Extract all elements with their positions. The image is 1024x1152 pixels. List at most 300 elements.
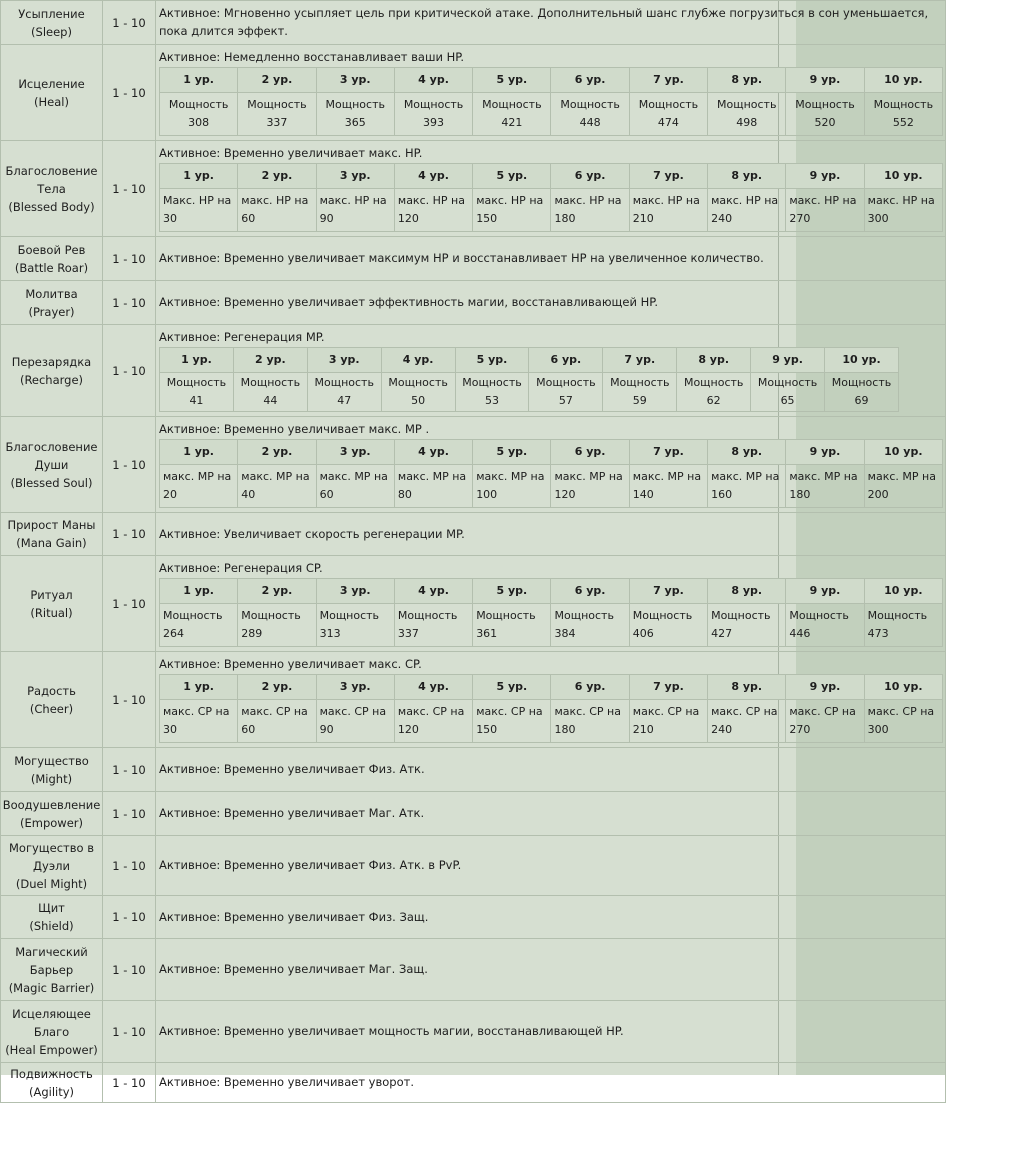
skill-row	[1, 325, 946, 417]
skill-row	[1, 939, 946, 1001]
level-value	[786, 700, 864, 743]
level-value-number: 20	[163, 488, 177, 501]
level-value	[160, 604, 238, 647]
level-value-label: макс. CP на	[397, 705, 465, 718]
level-value	[473, 465, 551, 508]
skill-description-text: Активное: Временно увеличивает Физ. Атк.	[159, 762, 425, 776]
level-header: 4 ур.	[394, 675, 472, 700]
level-value	[394, 465, 472, 508]
level-value	[455, 373, 529, 412]
level-header: 9 ур.	[751, 348, 825, 373]
level-value-label: Мощность	[476, 609, 536, 622]
skill-name-en: (Battle Roar)	[14, 260, 89, 275]
level-value	[864, 465, 942, 508]
level-value	[864, 604, 942, 647]
skill-levels: 1 - 10	[103, 417, 156, 513]
level-value-number: 60	[241, 212, 256, 225]
level-header: 8 ур.	[677, 348, 751, 373]
level-value-label: макс. MP на	[397, 470, 467, 483]
level-header: 10 ур.	[864, 675, 942, 700]
level-value-number: 384	[554, 627, 576, 640]
skill-name	[1, 1, 103, 45]
level-value-label: макс. MP на	[632, 470, 702, 483]
level-value	[316, 189, 394, 232]
level-value	[316, 93, 394, 136]
level-value-label: макс. CP на	[241, 705, 308, 718]
level-value-number: 300	[867, 723, 889, 736]
skill-name	[1, 141, 103, 237]
level-value-label: Мощность	[168, 98, 229, 111]
skill-description-text: Активное: Увеличивает скорость регенерации MP.	[159, 526, 465, 541]
skill-levels: 1 - 10	[103, 325, 156, 417]
skill-row	[1, 141, 946, 237]
level-value-number: 140	[632, 488, 654, 501]
skill-name	[1, 45, 103, 141]
skill-name	[1, 237, 103, 281]
skill-row	[1, 281, 946, 325]
level-value-label: Мощность	[325, 98, 385, 111]
level-value-label: Мощность	[795, 98, 855, 111]
level-value-label: макс. MP на	[789, 470, 858, 483]
level-value	[238, 93, 316, 136]
skill-name-en: (Heal Empower)	[5, 1042, 98, 1057]
level-value	[238, 604, 316, 647]
level-header: 9 ур.	[786, 675, 864, 700]
skill-name-en: (Cheer)	[29, 701, 74, 716]
skill-levels: 1 - 10	[103, 836, 156, 896]
level-header: 10 ур.	[864, 164, 942, 189]
level-value-number: 160	[711, 488, 733, 501]
level-value-label: макс. MP на	[163, 470, 232, 483]
level-value-label: Мощность 62	[683, 376, 744, 407]
level-value-label: макс. CP на	[632, 705, 700, 718]
skill-levels: 1 - 10	[103, 1, 156, 45]
level-value	[394, 700, 472, 743]
level-header: 6 ур.	[551, 164, 629, 189]
skill-name-ru: Подвижность	[10, 1066, 93, 1081]
level-header: 2 ур.	[238, 164, 316, 189]
skill-row	[1, 1063, 946, 1103]
level-value	[864, 93, 942, 136]
level-value	[551, 604, 629, 647]
level-value-label: Мощность	[554, 609, 614, 622]
level-value-label: Мощность	[789, 609, 849, 622]
level-header: 1 ур.	[160, 440, 238, 465]
skill-name-en: (Sleep)	[31, 24, 72, 39]
level-value-number: 337	[266, 116, 288, 129]
skill-levels: 1 - 10	[103, 748, 156, 792]
level-value-label: Мощность 53	[462, 376, 522, 407]
skill-levels: 1 - 10	[103, 1063, 156, 1103]
level-table	[159, 163, 943, 232]
skill-description-text: Активное: Временно увеличивает Маг. Атк.	[159, 806, 425, 820]
skill-name	[1, 417, 103, 513]
level-value-label: Мощность 69	[831, 376, 892, 407]
level-value-label: макс. MP на	[241, 470, 310, 483]
skill-row	[1, 896, 946, 939]
level-value	[629, 93, 707, 136]
skill-name-en: (Mana Gain)	[16, 536, 87, 550]
level-value-number: 498	[736, 116, 758, 129]
skill-name-ru: Ритуал	[30, 587, 73, 602]
skill-description	[156, 281, 946, 325]
skill-name-en: (Heal)	[34, 94, 69, 109]
level-header: 10 ур.	[864, 440, 942, 465]
skill-name-en: (Recharge)	[19, 372, 84, 387]
skill-levels: 1 - 10	[103, 792, 156, 836]
level-value-number: 60	[241, 723, 256, 736]
skill-levels: 1 - 10	[103, 281, 156, 325]
level-value-label: Мощность 57	[536, 376, 596, 407]
level-value-number: 289	[241, 627, 263, 640]
skill-description	[156, 896, 946, 939]
skill-name-en: (Ritual)	[30, 605, 73, 620]
level-value	[394, 93, 472, 136]
skill-levels: 1 - 10	[103, 556, 156, 652]
skill-name	[1, 1063, 103, 1103]
level-value-number: 313	[319, 627, 341, 640]
level-value-label: Мощность	[403, 98, 464, 111]
level-header: 7 ур.	[629, 579, 707, 604]
level-value	[864, 189, 942, 232]
level-header: 2 ур.	[238, 675, 316, 700]
skill-description-text: Активное: Временно увеличивает уворот.	[159, 1075, 414, 1089]
skill-description	[156, 652, 946, 748]
level-value-label: макс. HP на	[476, 194, 544, 207]
level-header: 3 ур.	[316, 675, 394, 700]
level-value-number: 30	[163, 723, 177, 736]
level-value	[551, 189, 629, 232]
level-value-label: макс. HP на	[789, 194, 857, 207]
skill-name	[1, 325, 103, 417]
skill-levels: 1 - 10	[103, 513, 156, 556]
level-value	[160, 373, 234, 412]
skill-name-en: (Duel Might)	[15, 876, 88, 891]
level-value-label: Мощность	[873, 98, 934, 111]
skill-description	[156, 1063, 946, 1103]
level-value	[786, 189, 864, 232]
level-header: 3 ур.	[316, 164, 394, 189]
skill-name-ru: Благословение Тела	[5, 163, 98, 196]
level-value	[603, 373, 677, 412]
skill-description-text: Активное: Временно увеличивает Физ. Атк. в PvP.	[159, 858, 462, 872]
level-value	[629, 604, 707, 647]
level-value-number: 180	[554, 723, 576, 736]
level-header: 2 ур.	[238, 579, 316, 604]
level-value-number: 120	[554, 488, 576, 501]
level-header: 10 ур.	[864, 68, 942, 93]
skill-description	[156, 513, 946, 556]
level-header: 9 ур.	[786, 579, 864, 604]
skill-levels: 1 - 10	[103, 896, 156, 939]
level-value-label: макс. HP на	[632, 194, 700, 207]
skill-description-text: Активное: Временно увеличивает эффективность магии, восстанавливающей HP.	[159, 295, 659, 309]
level-header: 9 ур.	[786, 164, 864, 189]
skill-description	[156, 237, 946, 281]
level-value-label: Макс. HP на	[163, 194, 232, 207]
skill-row	[1, 1, 946, 45]
skill-description	[156, 1, 946, 45]
level-value-label: Мощность 47	[314, 376, 374, 407]
level-value	[708, 189, 786, 232]
level-value-number: 446	[789, 627, 811, 640]
skill-description	[156, 1001, 946, 1063]
skill-name	[1, 939, 103, 1001]
skill-name-en: (Prayer)	[28, 304, 75, 319]
skill-name-ru: Могущество	[14, 753, 89, 768]
skill-description-text: Активное: Временно увеличивает макс. MP .	[159, 422, 430, 436]
level-value-label: макс. CP на	[789, 705, 856, 718]
skill-description	[156, 45, 946, 141]
skill-levels: 1 - 10	[103, 141, 156, 237]
level-value-number: 365	[344, 116, 366, 129]
skill-levels: 1 - 10	[103, 1001, 156, 1063]
level-table	[159, 439, 943, 508]
level-value	[238, 465, 316, 508]
skill-description	[156, 556, 946, 652]
skill-row	[1, 556, 946, 652]
level-value-number: 448	[579, 116, 601, 129]
level-header: 1 ур.	[160, 164, 238, 189]
skill-description	[156, 792, 946, 836]
skill-name-en: (Magic Barrier)	[8, 980, 95, 995]
level-value-number: 427	[711, 627, 733, 640]
level-value	[708, 93, 786, 136]
level-value-number: 90	[319, 723, 334, 736]
level-value	[381, 373, 455, 412]
level-header: 6 ур.	[551, 579, 629, 604]
level-value-label: макс. MP на	[711, 470, 780, 483]
level-value	[786, 93, 864, 136]
level-value	[551, 465, 629, 508]
level-value-label: макс. MP на	[319, 470, 388, 483]
level-value-number: 240	[711, 723, 733, 736]
level-value-label: Мощность	[482, 98, 542, 111]
level-header: 1 ур.	[160, 579, 238, 604]
skill-name	[1, 792, 103, 836]
skill-name	[1, 896, 103, 939]
skill-description	[156, 939, 946, 1001]
skill-row	[1, 836, 946, 896]
level-header: 3 ур.	[316, 68, 394, 93]
level-value-label: Мощность	[711, 609, 771, 622]
skill-description	[156, 748, 946, 792]
level-value	[316, 604, 394, 647]
level-header: 5 ур.	[473, 675, 551, 700]
level-value-label: Мощность 59	[610, 376, 670, 407]
skill-description-text: Активное: Временно увеличивает мощность магии, восстанавливающей HP.	[159, 1024, 624, 1038]
level-value	[473, 189, 551, 232]
skill-row	[1, 792, 946, 836]
skill-name	[1, 652, 103, 748]
level-header: 2 ур.	[233, 348, 307, 373]
skill-name	[1, 281, 103, 325]
level-value-label: Мощность	[638, 98, 699, 111]
level-value-label: Мощность 50	[388, 376, 448, 407]
level-header: 4 ур.	[394, 579, 472, 604]
level-value	[629, 189, 707, 232]
skill-name-ru: Усыпление	[18, 6, 85, 21]
skill-name-ru: Молитва	[25, 286, 78, 301]
level-value-number: 406	[632, 627, 654, 640]
level-value-number: 361	[476, 627, 498, 640]
skill-name	[1, 836, 103, 896]
level-value	[551, 93, 629, 136]
level-header: 4 ур.	[394, 68, 472, 93]
skill-name-ru: Исцеляющее Благо	[12, 1006, 91, 1039]
level-value	[629, 700, 707, 743]
level-header: 3 ур.	[316, 440, 394, 465]
skill-description-text: Активное: Мгновенно усыпляет цель при критической атаке. Дополнительный шанс глубже погрузиться в сон уменьшается, пока длится эффект.	[159, 6, 929, 38]
skill-description-text: Активное: Немедленно восстанавливает ваши HP.	[159, 50, 465, 64]
skill-name-en: (Blessed Soul)	[10, 475, 93, 490]
level-table	[159, 578, 943, 647]
level-value	[238, 700, 316, 743]
level-value-number: 80	[397, 488, 412, 501]
level-value-number: 180	[789, 488, 811, 501]
level-value-label: Мощность	[163, 609, 223, 622]
level-value-number: 240	[711, 212, 733, 225]
skill-row	[1, 237, 946, 281]
skill-description	[156, 836, 946, 896]
level-header: 6 ур.	[529, 348, 603, 373]
level-value-label: макс. HP на	[319, 194, 387, 207]
level-header: 6 ур.	[551, 68, 629, 93]
level-value-label: Мощность	[241, 609, 301, 622]
level-header: 5 ур.	[473, 440, 551, 465]
level-value	[825, 373, 899, 412]
skill-description-text: Активное: Регенерация MP.	[159, 330, 325, 344]
level-value-label: Мощность	[717, 98, 777, 111]
level-value	[529, 373, 603, 412]
level-value-number: 270	[789, 723, 811, 736]
skill-name-ru: Магический Барьер	[15, 944, 88, 977]
skill-name-en: (Shield)	[29, 919, 74, 933]
level-value-number: 200	[867, 488, 889, 501]
skill-name	[1, 1001, 103, 1063]
level-value	[160, 189, 238, 232]
level-value-label: Мощность	[319, 609, 380, 622]
level-header: 5 ур.	[473, 579, 551, 604]
skill-name-ru: Боевой Рев	[17, 242, 86, 257]
level-value	[233, 373, 307, 412]
level-value-label: макс. CP на	[319, 705, 387, 718]
level-header: 9 ур.	[786, 68, 864, 93]
level-header: 7 ур.	[629, 440, 707, 465]
skill-description-text: Активное: Временно увеличивает максимум HP и восстанавливает HP на увеличенное количество.	[159, 251, 764, 265]
level-value-number: 120	[397, 212, 419, 225]
level-value	[394, 189, 472, 232]
skill-name-ru: Перезарядка	[11, 354, 92, 369]
level-header: 7 ур.	[603, 348, 677, 373]
level-value-label: Мощность	[247, 98, 307, 111]
level-value-number: 300	[867, 212, 889, 225]
level-value-label: Мощность	[632, 609, 693, 622]
level-value-label: Мощность 41	[166, 376, 227, 407]
level-value	[751, 373, 825, 412]
level-value-number: 270	[789, 212, 811, 225]
skill-name	[1, 748, 103, 792]
level-value-label: макс. CP на	[554, 705, 621, 718]
skill-levels: 1 - 10	[103, 45, 156, 141]
skill-description-text: Активное: Временно увеличивает макс. CP.	[159, 657, 422, 671]
level-header: 10 ур.	[864, 579, 942, 604]
level-value-number: 210	[632, 212, 654, 225]
level-value	[864, 700, 942, 743]
level-value-number: 520	[814, 116, 836, 129]
level-value	[307, 373, 381, 412]
skill-row	[1, 513, 946, 556]
level-value-number: 308	[188, 116, 210, 129]
level-header: 5 ур.	[473, 68, 551, 93]
level-header: 7 ур.	[629, 68, 707, 93]
level-value-label: Мощность 44	[240, 376, 301, 407]
level-value-number: 210	[632, 723, 654, 736]
skill-name	[1, 513, 103, 556]
level-value-number: 30	[163, 212, 177, 225]
level-value-label: макс. CP на	[163, 705, 230, 718]
skill-description	[156, 417, 946, 513]
level-value-number: 120	[397, 723, 419, 736]
level-value-label: макс. HP на	[867, 194, 935, 207]
level-header: 2 ур.	[238, 440, 316, 465]
level-value-label: макс. HP на	[241, 194, 309, 207]
level-value-label: макс. CP на	[867, 705, 935, 718]
level-value	[629, 465, 707, 508]
level-header: 4 ур.	[381, 348, 455, 373]
level-header: 10 ур.	[825, 348, 899, 373]
level-header: 8 ур.	[708, 579, 786, 604]
level-value-number: 337	[397, 627, 419, 640]
skill-name-ru: Исцеление	[18, 76, 85, 91]
level-table	[159, 674, 943, 743]
level-header: 7 ур.	[629, 675, 707, 700]
skill-levels: 1 - 10	[103, 237, 156, 281]
level-value-number: 180	[554, 212, 576, 225]
level-value	[551, 700, 629, 743]
level-value-number: 40	[241, 488, 256, 501]
level-value-label: макс. CP на	[476, 705, 543, 718]
level-header: 1 ур.	[160, 675, 238, 700]
level-value-label: макс. HP на	[397, 194, 465, 207]
skill-name	[1, 556, 103, 652]
level-table	[159, 347, 899, 412]
level-value-number: 474	[657, 116, 679, 129]
level-value-label: макс. MP на	[554, 470, 623, 483]
level-header: 9 ур.	[786, 440, 864, 465]
level-header: 4 ур.	[394, 440, 472, 465]
skill-levels: 1 - 10	[103, 652, 156, 748]
level-header: 4 ур.	[394, 164, 472, 189]
skill-description-text: Активное: Регенерация CP.	[159, 561, 323, 575]
level-header: 8 ур.	[708, 675, 786, 700]
level-value-number: 150	[476, 723, 498, 736]
level-header: 5 ур.	[473, 164, 551, 189]
level-value-number: 421	[501, 116, 523, 129]
level-value	[394, 604, 472, 647]
level-value	[786, 465, 864, 508]
level-header: 8 ур.	[708, 164, 786, 189]
skill-name-en: (Might)	[30, 771, 73, 786]
level-header: 1 ур.	[160, 68, 238, 93]
level-value-label: макс. MP на	[867, 470, 936, 483]
level-value	[238, 189, 316, 232]
level-header: 1 ур.	[160, 348, 234, 373]
skill-row	[1, 1001, 946, 1063]
level-value	[160, 465, 238, 508]
level-value-label: макс. MP на	[476, 470, 545, 483]
level-value-label: макс. CP на	[711, 705, 778, 718]
